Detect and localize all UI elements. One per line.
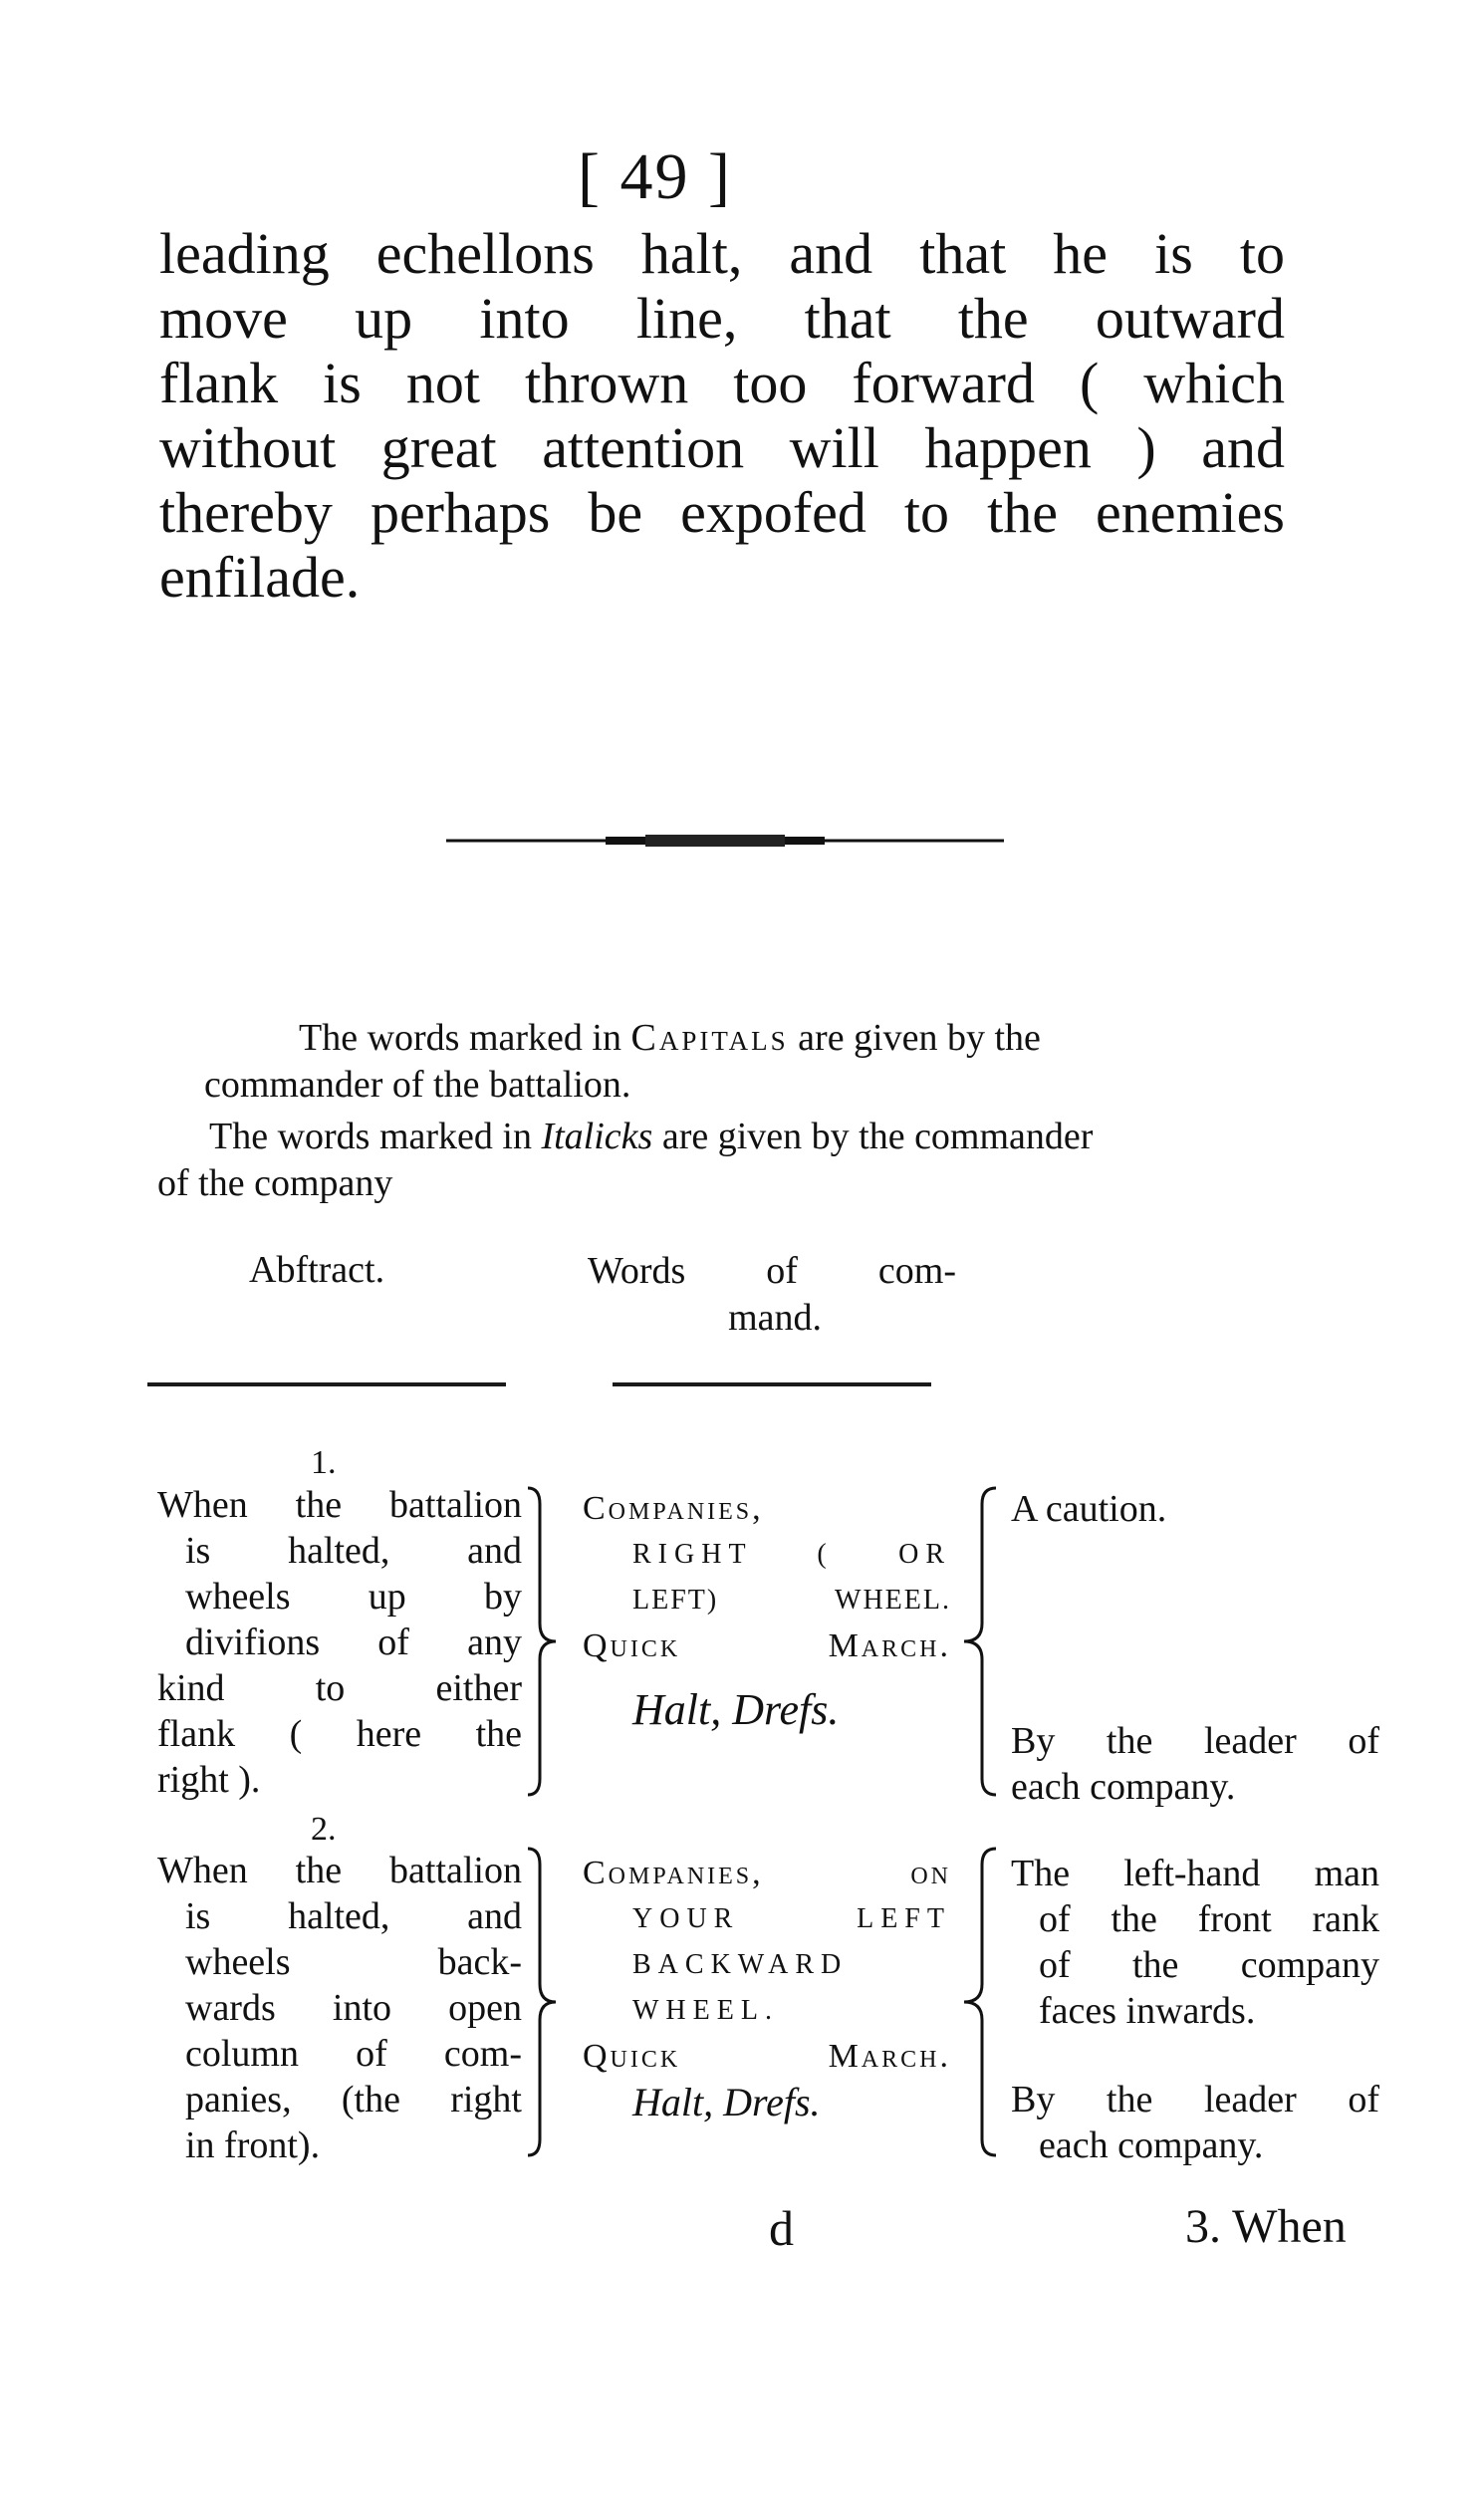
note-line: commander of the battalion. xyxy=(204,1064,631,1106)
italicks-term: Italicks xyxy=(541,1116,653,1157)
entry-abstract: When the battalion is halted, and wheels up by divifions of any kind to either flank ( here the right ). xyxy=(157,1484,522,1801)
note-line: The words marked in Italicks are given by the commander xyxy=(209,1116,1094,1157)
signature-mark: d xyxy=(769,2200,794,2256)
paragraph-line: leading echellons halt, and that he is to xyxy=(159,221,1285,286)
capitals-term: Capitals xyxy=(630,1017,789,1059)
right-brace xyxy=(526,1845,562,2159)
entry-number: 1. xyxy=(311,1444,337,1481)
column-heading-abstract: Abftract. xyxy=(249,1249,385,1291)
entry-note-caution: A caution. xyxy=(1011,1488,1167,1530)
ornamental-divider xyxy=(446,835,1004,847)
note-line: The words marked in Capitals are given by the xyxy=(299,1017,1041,1059)
entry-command: Companies, RIGHT ( OR LEFT) WHEEL. Quick March. Halt, Drefs. xyxy=(583,1490,951,1734)
entry-number: 2. xyxy=(311,1811,337,1848)
entry-note-leader: By the leader of each company. xyxy=(1011,1720,1379,1808)
page-number: [ 49 ] xyxy=(578,140,732,213)
catchword: 3. When xyxy=(1185,2200,1347,2253)
entry-abstract: When the battalion is halted, and wheels back- wards into open column of com- panies, (the right in front). xyxy=(157,1850,522,2166)
left-brace xyxy=(958,1484,998,1799)
paragraph-line: enfilade. xyxy=(159,545,361,610)
paragraph-line: flank is not thrown too forward ( which xyxy=(159,351,1285,415)
entry-command: Companies, on YOUR LEFT BACKWARD WHEEL. Quick March. Halt, Drefs. xyxy=(583,1855,951,2124)
entry-note-action: The left-hand man of the front rank of the company faces inwards. xyxy=(1011,1853,1379,2032)
column-heading-words: Words of com- mand. xyxy=(588,1250,956,1339)
note-line: of the company xyxy=(157,1162,393,1204)
heading-rule xyxy=(613,1382,931,1386)
heading-rule xyxy=(147,1382,506,1386)
paragraph-line: without great attention will happen ) and xyxy=(159,415,1285,480)
left-brace xyxy=(958,1845,998,2159)
right-brace xyxy=(526,1484,562,1799)
paragraph-line: move up into line, that the outward xyxy=(159,286,1285,351)
paragraph-line: thereby perhaps be expofed to the enemies xyxy=(159,480,1285,545)
entry-note-leader: By the leader of each company. xyxy=(1011,2079,1379,2166)
body-paragraph xyxy=(159,221,1285,610)
